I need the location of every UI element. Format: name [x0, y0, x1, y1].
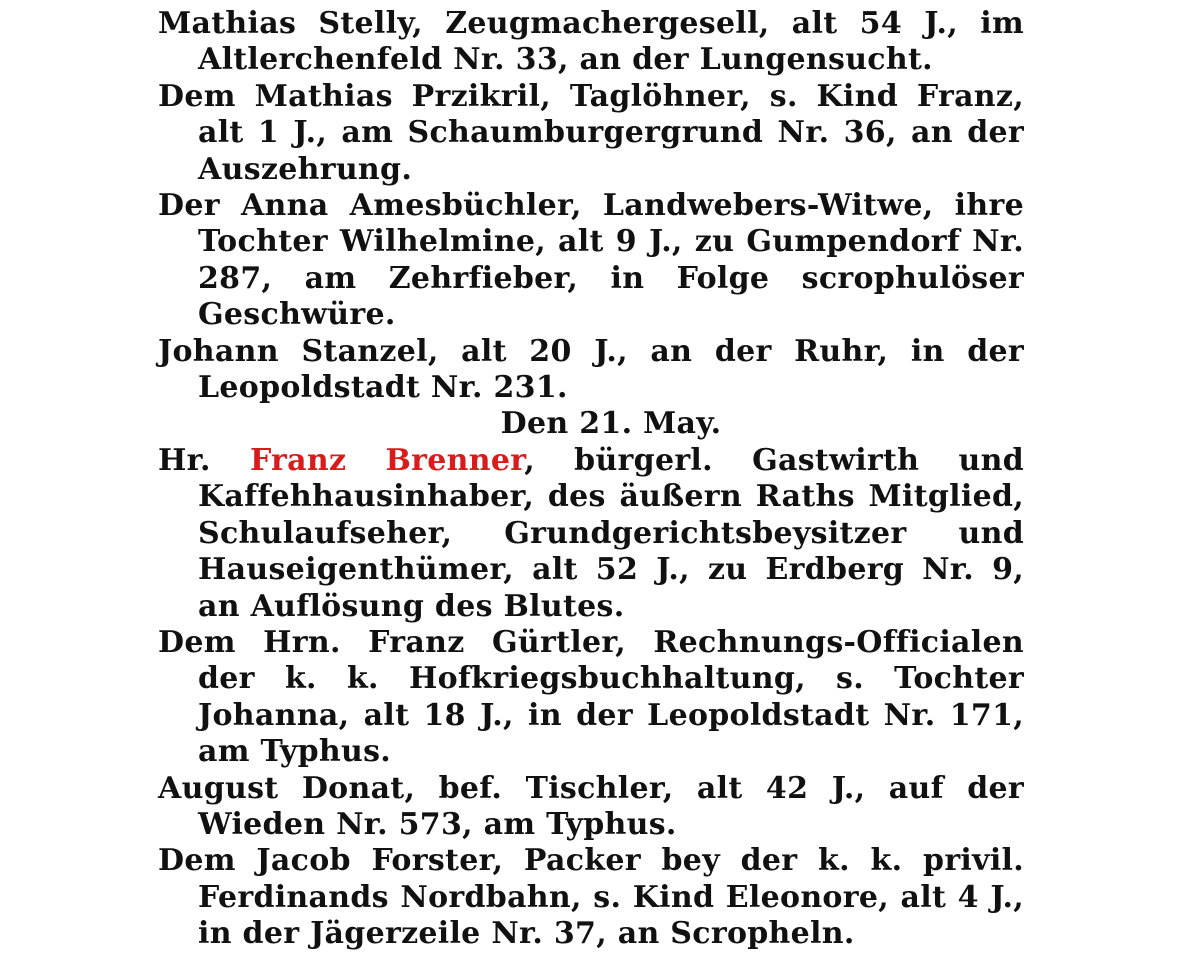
notice-entry: Dem Hrn. Franz Gürtler, Rechnungs-Officialen der k. k. Hofkriegsbuchhaltung, s. Tochter Johanna, alt 18 J., in der Leopoldstadt Nr. 171, am Typhus.: [158, 624, 1024, 770]
death-notices-column: [158, 6, 1024, 953]
highlighted-name: Franz Brenner: [249, 442, 525, 478]
entry-prefix: Hr.: [158, 442, 250, 478]
notice-entry: August Donat, bef. Tischler, alt 42 J., auf der Wieden Nr. 573, am Typhus.: [158, 770, 1024, 842]
notice-entry: Dem Jacob Forster, Packer bey der k. k. privil. Ferdinands Nordbahn, s. Kind Eleonore, alt 4 J., in der Jägerzeile Nr. 37, an Scropheln.: [158, 843, 1024, 952]
notice-entry: Mathias Stelly, Zeugmachergesell, alt 54 J., im Altlerchenfeld Nr. 33, an der Lungensucht.: [158, 6, 1024, 78]
date-heading: Den 21. May.: [500, 406, 722, 442]
notice-entry: Dem Mathias Przikril, Taglöhner, s. Kind Franz, alt 1 J., am Schaumburgergrund Nr. 36, an der Auszehrung.: [158, 78, 1024, 187]
notice-entry: Der Anna Amesbüchler, Landwebers-Witwe, ihre Tochter Wilhelmine, alt 9 J., zu Gumpendorf Nr. 287, am Zehrfieber, in Folge scrophulöser Geschwüre.: [158, 188, 1024, 333]
entry-text: , bürgerl. Gastwirth und Kaffehhausinhaber, des äußern Raths Mitglied, Schulaufseher, Grundgerichtsbeysitzer und Hauseigenthümer, alt 52 J., zu Erdberg Nr. 9, an Auflösung des Blutes.: [198, 442, 1024, 624]
highlighted-notice-entry: [158, 443, 1024, 625]
notice-entry: Johann Stanzel, alt 20 J., an der Ruhr, in der Leopoldstadt Nr. 231.: [158, 333, 1024, 406]
